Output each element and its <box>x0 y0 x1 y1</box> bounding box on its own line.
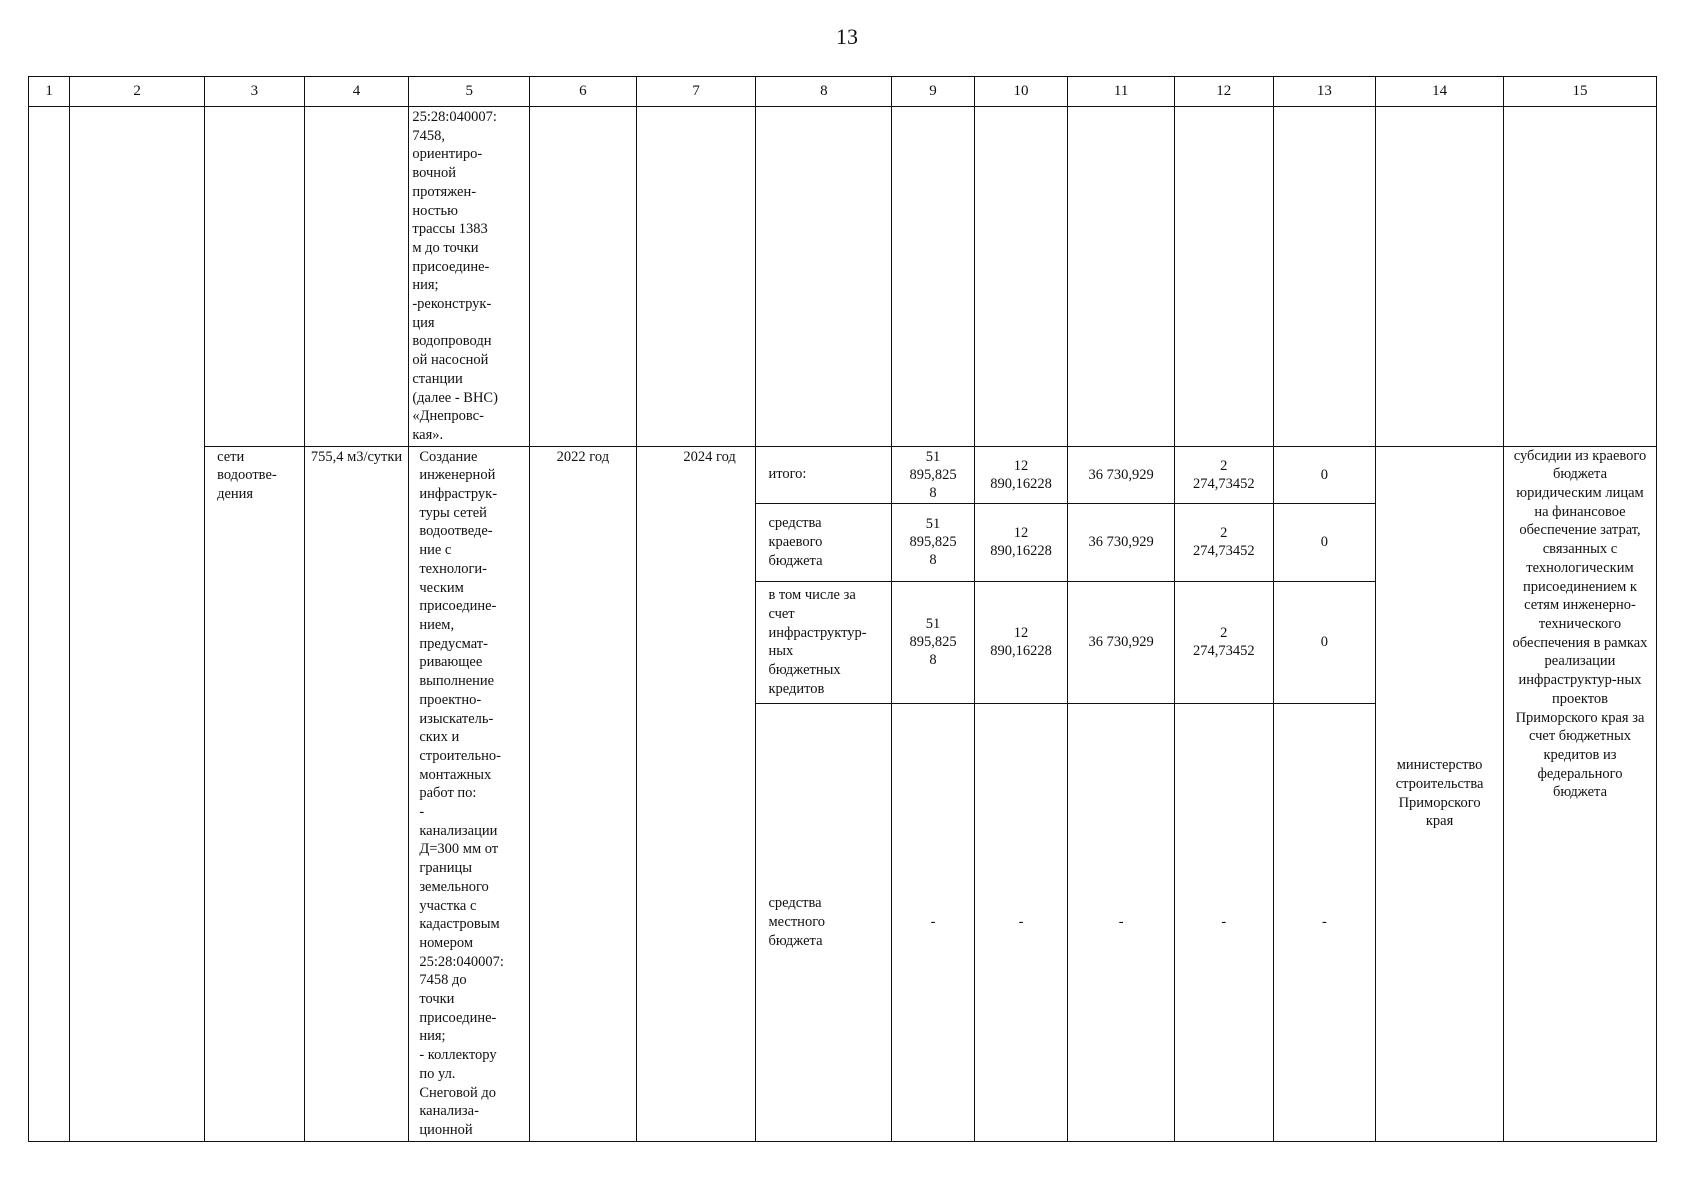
amount-year1: 12 890,16228 <box>974 581 1068 703</box>
cell-col13 <box>1273 107 1376 447</box>
cell-col4 <box>304 107 409 447</box>
amount-total: - <box>892 704 975 1142</box>
amount-year3: - <box>1174 704 1273 1142</box>
cell-col1 <box>29 107 70 1142</box>
column-numbers-row <box>29 77 1657 107</box>
amount-year2: 36 730,929 <box>1068 503 1175 581</box>
header-cell: 7 <box>636 77 756 107</box>
start-year: 2022 год <box>530 446 637 1141</box>
amount-year4: - <box>1273 704 1376 1142</box>
cell-col10 <box>974 107 1068 447</box>
amount-year4: 0 <box>1273 581 1376 703</box>
cell-col8 <box>756 107 892 447</box>
funding-row-total <box>29 446 1657 503</box>
cell-col14 <box>1376 107 1504 447</box>
header-cell: 6 <box>530 77 637 107</box>
funding-label: в том числе за счет инфраструктур- ных бюджетных кредитов <box>756 581 892 703</box>
header-cell: 13 <box>1273 77 1376 107</box>
amount-year4: 0 <box>1273 503 1376 581</box>
cell-col12 <box>1174 107 1273 447</box>
amount-year1: 12 890,16228 <box>974 446 1068 503</box>
responsible-executor: министерство строительства Приморского края <box>1376 446 1504 1141</box>
amount-year1: - <box>974 704 1068 1142</box>
funding-label: средства краевого бюджета <box>756 503 892 581</box>
cell-col2 <box>70 107 205 1142</box>
header-cell: 3 <box>205 77 305 107</box>
amount-year2: 36 730,929 <box>1068 446 1175 503</box>
amount-year2: 36 730,929 <box>1068 581 1175 703</box>
amount-year1: 12 890,16228 <box>974 503 1068 581</box>
header-cell: 12 <box>1174 77 1273 107</box>
funding-label: итого: <box>756 446 892 503</box>
cell-col6 <box>530 107 637 447</box>
amount-total: 51 895,825 8 <box>892 446 975 503</box>
amount-total: 51 895,825 8 <box>892 581 975 703</box>
end-year: 2024 год <box>636 446 756 1141</box>
header-cell: 5 <box>409 77 530 107</box>
amount-year3: 2 274,73452 <box>1174 581 1273 703</box>
amount-total: 51 895,825 8 <box>892 503 975 581</box>
header-cell: 4 <box>304 77 409 107</box>
continuation-row <box>29 107 1657 447</box>
amount-year3: 2 274,73452 <box>1174 503 1273 581</box>
header-cell: 9 <box>892 77 975 107</box>
header-cell: 2 <box>70 77 205 107</box>
object-description: Создание инженерной инфраструк- туры сетей водоотведе- ние с технологи- ческим присоедине- нием, предусмат- ривающее выполнение проектно- изыскатель- ских и строительно- монтажных работ по: - канализации Д=300 мм от границы земельного участка с кадастровым номером 25:28:040007: 7458 до точки присоедине- ния; - коллектору по ул. Снеговой до канализа- ционной <box>409 446 530 1141</box>
funding-label: средства местного бюджета <box>756 704 892 1142</box>
cell-col15 <box>1503 107 1656 447</box>
cell-col9 <box>892 107 975 447</box>
amount-year2: - <box>1068 704 1175 1142</box>
funding-mechanism: субсидии из краевого бюджета юридическим лицам на финансовое обеспечение затрат, связанных с технологическим присоединением к сетям инженерно-технического обеспечения в рамках реализации инфраструктур-ных проектов Приморского края за счет бюджетных кредитов из федерального бюджета <box>1503 446 1656 1141</box>
header-cell: 1 <box>29 77 70 107</box>
financing-table <box>28 76 1657 1142</box>
amount-year4: 0 <box>1273 446 1376 503</box>
cell-col3 <box>205 107 305 447</box>
cell-col7 <box>636 107 756 447</box>
header-cell: 15 <box>1503 77 1656 107</box>
capacity: 755,4 м3/сутки <box>304 446 409 1141</box>
header-cell: 11 <box>1068 77 1175 107</box>
header-cell: 14 <box>1376 77 1504 107</box>
header-cell: 10 <box>974 77 1068 107</box>
amount-year3: 2 274,73452 <box>1174 446 1273 503</box>
object-type: сети водоотве-дения <box>205 446 305 1141</box>
page-number: 13 <box>836 24 858 49</box>
cell-col11 <box>1068 107 1175 447</box>
header-cell: 8 <box>756 77 892 107</box>
object-description-continued: 25:28:040007: 7458, ориентиро- вочной протяжен- ностью трассы 1383 м до точки присоедине- ния; -реконструк- ция водопроводн ой насосной станции (далее - ВНС) «Днепровс- кая». <box>409 107 530 447</box>
